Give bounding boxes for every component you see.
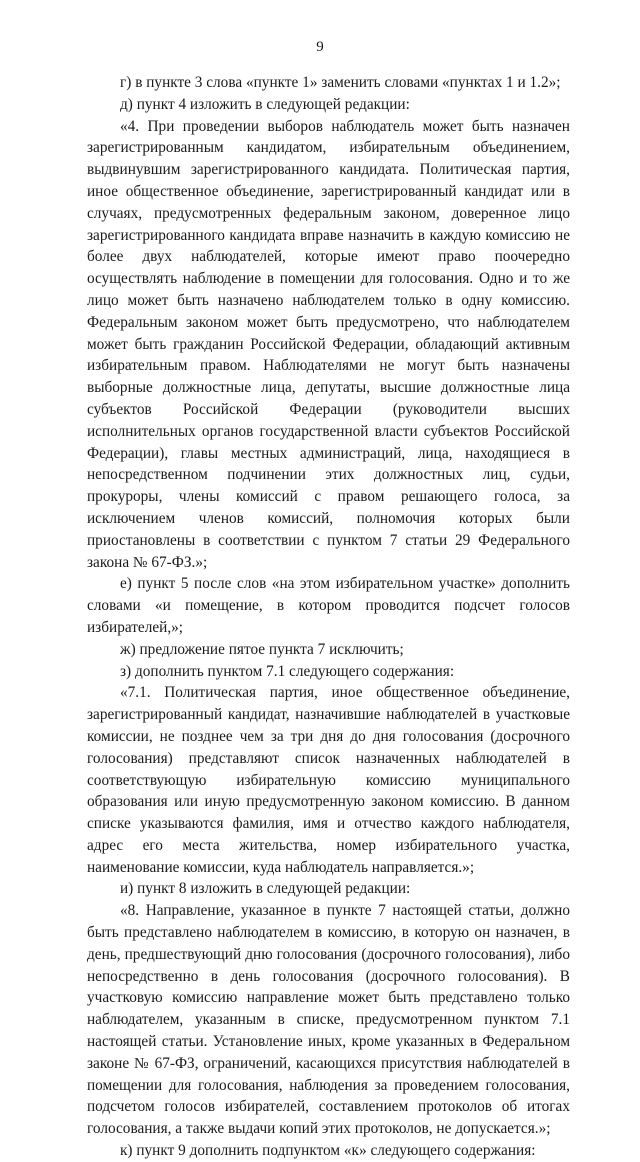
amendment-item-k: к) пункт 9 дополнить подпунктом «к» следующего содержания: xyxy=(120,1142,536,1160)
amendment-item-i: и) пункт 8 изложить в следующей редакции: xyxy=(120,880,411,898)
amendment-item-g: г) в пункте 3 слова «пункте 1» заменить словами «пунктах 1 и 1.2»; xyxy=(120,74,561,91)
amendment-item-zh: ж) предложение пятое пункта 7 исключить; xyxy=(120,640,404,658)
page-number: 9 xyxy=(316,39,324,55)
amendment-item-e: е) пункт 5 после слов «на этом избирательном участке» дополнить словами «и помещение, в котором проводится подсчет голосов избирателей,»; xyxy=(87,575,570,636)
clause-4-text: «4. При проведении выборов наблюдатель может быть назначен зарегистрированным кандидатом, избирательным объединением, выдвинувшим зарегистрированного кандидата. Политическая партия, иное общественное объединение, зарегистрированный кандидат или в случаях, предусмотренных федеральным законом, доверенное лицо зарегистрированного кандидата вправе назначить в каждую комиссию не более двух наблюдателей, которые имеют право поочередно осуществлять наблюдение в помещении для голосования. Одно и то же лицо может быть назначено наблюдателем только в одну комиссию. Федеральным законом может быть предусмотрено, что наблюдателем может быть гражданин Российской Федерации, обладающий активным избирательным правом. Наблюдателями не могут быть назначены выборные должностные лица, депутаты, высшие должностные лица субъектов Российской Федерации (руководители высших исполнительных органов государственной власти субъектов Российской Федерации), главы местных администраций, лица, находящиеся в непосредственном подчинении этих должностных лиц, судьи, прокуроры, члены комиссий с правом решающего голоса, за исключением членов комиссий, полномочия которых были приостановлены в соответствии с пунктом 7 статьи 29 Федерального закона № 67-ФЗ.»; xyxy=(87,117,570,571)
document-body xyxy=(87,72,570,1162)
amendment-item-z: з) дополнить пунктом 7.1 следующего содержания: xyxy=(120,662,455,680)
amendment-item-d: д) пункт 4 изложить в следующей редакции: xyxy=(120,95,410,113)
clause-8-text: «8. Направление, указанное в пункте 7 настоящей статьи, должно быть представлено наблюдателем в комиссию, в которую он назначен, в день, предшествующий дню голосования (досрочного голосования), либо непосредственно в день голосования (досрочного голосования). В участковую комиссию направление может быть представлено только наблюдателем, указанным в списке, предусмотренном пунктом 7.1 настоящей статьи. Установление иных, кроме указанных в Федеральном законе № 67-ФЗ, ограничений, касающихся присутствия наблюдателей в помещении для голосования, наблюдения за проведением голосования, подсчетом голосов избирателей, составлением протоколов об итогах голосования, а также выдачи копий этих протоколов, не допускается.»; xyxy=(87,902,570,1138)
clause-7-1-text: «7.1. Политическая партия, иное общественное объединение, зарегистрированный кандидат, назначившие наблюдателей в участковые комиссии, не позднее чем за три дня до дня голосования (досрочного голосования) представляют список назначенных наблюдателей в соответствующую избирательную комиссию муниципального образования или иную предусмотренную законом комиссию. В данном списке указываются фамилия, имя и отчество каждого наблюдателя, адрес его места жительства, номер избирательного участка, наименование комиссии, куда наблюдатель направляется.»; xyxy=(87,684,570,876)
